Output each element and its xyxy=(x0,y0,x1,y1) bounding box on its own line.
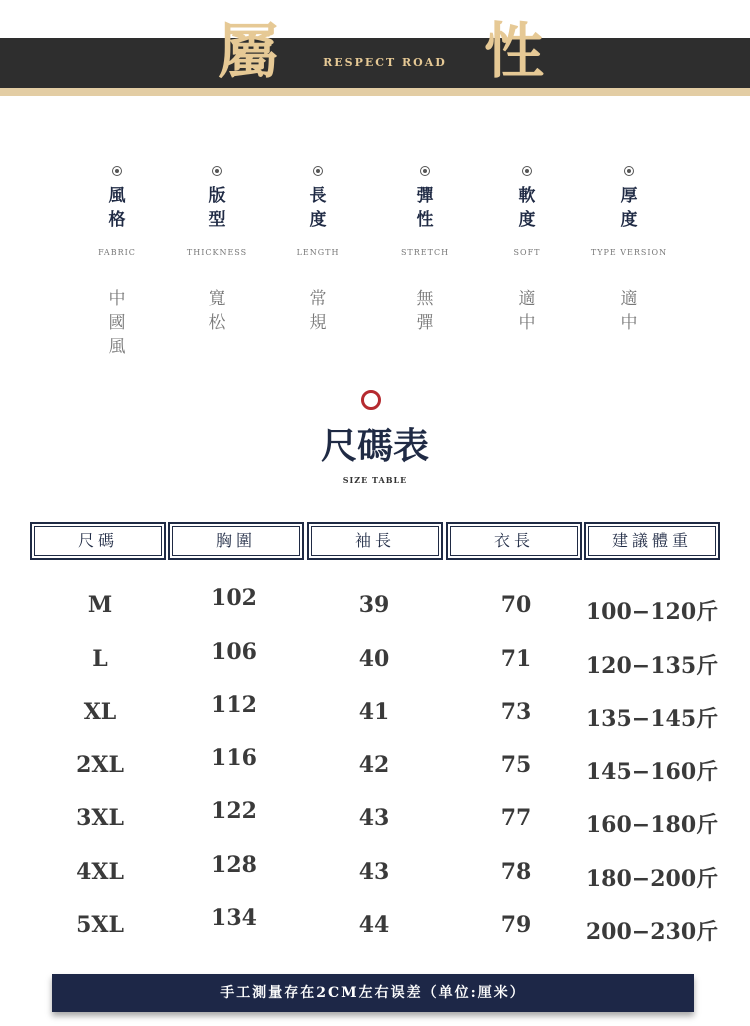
table-cell-sleeve: 40 xyxy=(358,646,390,672)
table-cell-length: 77 xyxy=(500,805,532,831)
bullet-icon xyxy=(522,166,532,176)
attribute-name-char: 性 xyxy=(416,210,434,230)
table-header-chest: 胸圍 xyxy=(168,522,304,560)
attribute-value-char: 松 xyxy=(208,313,226,333)
attribute-style xyxy=(67,166,167,359)
table-cell-sleeve: 43 xyxy=(358,859,390,885)
attribute-value-char: 無 xyxy=(416,289,434,309)
measurement-note: 手工測量存在2CM左右误差（单位:厘米） xyxy=(52,974,694,1012)
bullet-icon xyxy=(112,166,122,176)
table-cell-size: 5XL xyxy=(76,912,124,938)
attribute-english: SOFT xyxy=(513,248,541,257)
attribute-value xyxy=(268,287,368,335)
header-subtitle: RESPECT ROAD xyxy=(323,56,447,69)
table-cell-chest: 116 xyxy=(211,745,257,771)
attribute-length xyxy=(268,166,368,335)
attribute-name-char: 軟 xyxy=(518,186,536,206)
table-cell-length: 70 xyxy=(500,592,532,618)
attribute-name-char: 長 xyxy=(309,186,327,206)
table-cell-chest: 134 xyxy=(211,905,257,931)
table-cell-weight: 200−230斤 xyxy=(585,919,719,945)
table-cell-weight: 135−145斤 xyxy=(585,706,719,732)
table-cell-chest: 102 xyxy=(211,585,257,611)
attribute-thickness xyxy=(579,166,679,335)
table-cell-chest: 122 xyxy=(211,798,257,824)
attribute-value-char: 中 xyxy=(108,289,126,309)
attribute-value xyxy=(579,287,679,335)
attribute-value xyxy=(477,287,577,335)
table-cell-chest: 106 xyxy=(211,639,257,665)
attribute-name xyxy=(477,184,577,232)
attribute-name xyxy=(167,184,267,232)
header-char-right: 性 xyxy=(484,17,544,87)
table-cell-size: L xyxy=(92,646,108,672)
table-cell-length: 71 xyxy=(500,646,532,672)
table-cell-sleeve: 39 xyxy=(358,592,390,618)
table-cell-chest: 128 xyxy=(211,852,257,878)
table-cell-weight: 160−180斤 xyxy=(585,812,719,838)
table-cell-weight: 100−120斤 xyxy=(585,599,719,625)
size-table-title: 尺碼表 xyxy=(320,425,429,467)
bullet-icon xyxy=(313,166,323,176)
attribute-english: FABRIC xyxy=(98,248,136,257)
attribute-value-char: 規 xyxy=(309,313,327,333)
size-table-subtitle: SIZE TABLE xyxy=(342,475,408,485)
attribute-name xyxy=(579,184,679,232)
table-cell-length: 78 xyxy=(500,859,532,885)
table-cell-weight: 145−160斤 xyxy=(585,759,719,785)
table-cell-sleeve: 43 xyxy=(358,805,390,831)
attribute-value-char: 適 xyxy=(620,289,638,309)
table-cell-length: 79 xyxy=(500,912,532,938)
table-header-length: 衣長 xyxy=(446,522,582,560)
attribute-value-char: 中 xyxy=(620,313,638,333)
bullet-icon xyxy=(420,166,430,176)
attribute-english: THICKNESS xyxy=(186,248,248,257)
attribute-name xyxy=(268,184,368,232)
attribute-value-char: 常 xyxy=(309,289,327,309)
attribute-english: STRETCH xyxy=(400,248,450,257)
table-cell-sleeve: 41 xyxy=(358,699,390,725)
table-cell-size: 2XL xyxy=(76,752,124,778)
bullet-icon xyxy=(212,166,222,176)
table-cell-size: XL xyxy=(83,699,117,725)
table-header-size: 尺碼 xyxy=(30,522,166,560)
table-cell-size: 4XL xyxy=(76,859,124,885)
attribute-name xyxy=(67,184,167,232)
table-cell-sleeve: 42 xyxy=(358,752,390,778)
attribute-name-char: 風 xyxy=(108,186,126,206)
table-cell-weight: 120−135斤 xyxy=(585,653,719,679)
attribute-name-char: 型 xyxy=(208,210,226,230)
attribute-name-char: 度 xyxy=(518,210,536,230)
header-char-left: 屬 xyxy=(218,17,278,87)
table-cell-weight: 180−200斤 xyxy=(585,866,719,892)
attribute-value xyxy=(375,287,475,335)
attribute-name-char: 度 xyxy=(309,210,327,230)
attribute-value-char: 國 xyxy=(108,313,126,333)
attribute-name-char: 度 xyxy=(620,210,638,230)
table-header-sleeve: 袖長 xyxy=(307,522,443,560)
attribute-english: LENGTH xyxy=(296,248,340,257)
table-cell-sleeve: 44 xyxy=(358,912,390,938)
table-cell-size: 3XL xyxy=(76,805,124,831)
attribute-english: TYPE VERSION xyxy=(590,248,668,257)
attribute-value-char: 適 xyxy=(518,289,536,309)
attribute-value xyxy=(167,287,267,335)
attribute-value-char: 中 xyxy=(518,313,536,333)
attribute-name xyxy=(375,184,475,232)
circle-icon xyxy=(361,390,381,410)
attribute-name-char: 版 xyxy=(208,186,226,206)
attribute-name-char: 厚 xyxy=(620,186,638,206)
attribute-stretch xyxy=(375,166,475,335)
table-cell-length: 73 xyxy=(500,699,532,725)
attribute-softness xyxy=(477,166,577,335)
table-cell-chest: 112 xyxy=(211,692,257,718)
attribute-name-char: 格 xyxy=(108,210,126,230)
attribute-value-char: 彈 xyxy=(416,313,434,333)
attribute-value-char: 寬 xyxy=(208,289,226,309)
header-gold-stripe xyxy=(0,88,750,96)
attribute-fit xyxy=(167,166,267,335)
table-cell-length: 75 xyxy=(500,752,532,778)
bullet-icon xyxy=(624,166,634,176)
attribute-value xyxy=(67,287,167,359)
attribute-name-char: 彈 xyxy=(416,186,434,206)
table-header-weight: 建議體重 xyxy=(584,522,720,560)
table-cell-size: M xyxy=(87,592,113,618)
attribute-value-char: 風 xyxy=(108,337,126,357)
